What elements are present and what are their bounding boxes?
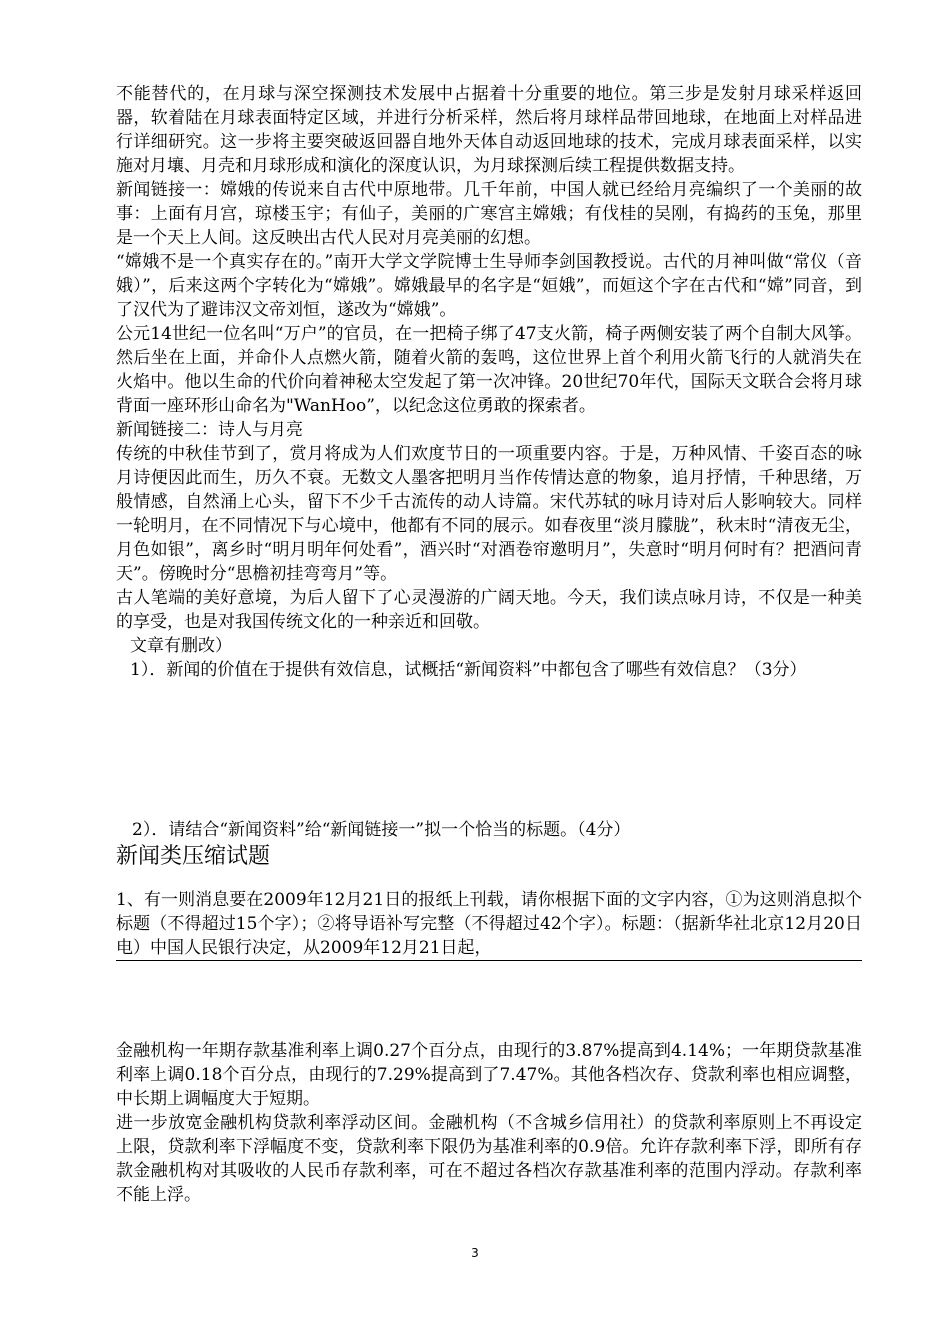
question-item-1: 1、有一则消息要在2009年12月21日的报纸上刊载，请你根据下面的文字内容，①为这则消息拟个标题（不得超过15个字）；②将导语补写完整（不得超过42个字）。标题：（据新华社北京12月20日电）中国人民银行决定，从2009年12月21日起， — [116, 890, 862, 958]
news-link-two-title: 新闻链接二：诗人与月亮 — [116, 420, 303, 440]
edit-note: 文章有删改） — [130, 636, 232, 656]
finance-paragraph: 进一步放宽金融机构贷款利率浮动区间。金融机构（不含城乡信用社）的贷款利率原则上不再设定上限，贷款利率下浮幅度不变，贷款利率下限仍为基准利率的0.9倍。允许存款利率下浮，即所有存款金融机构对其吸收的人民币存款利率，可在不超过各档次存款基准利率的范围内浮动。存款利率不能上浮。 — [116, 1113, 862, 1205]
article-paragraph: 不能替代的，在月球与深空探测技术发展中占据着十分重要的地位。第三步是发射月球采样返回器，软着陆在月球表面特定区域，并进行分析采样，然后将月球样品带回地球，在地面上对样品进行详细研究。这一步将主要突破返回器自地外天体自动返回地球的技术，完成月球表面采样，以实施对月壤、月壳和月球形成和演化的深度认识，为月球探测后续工程提供数据支持。 — [116, 84, 862, 176]
finance-paragraph: 金融机构一年期存款基准利率上调0.27个百分点，由现行的3.87%提高到4.14%；一年期贷款基准利率上调0.18个百分点，由现行的7.29%提高到了7.47%。其他各档次存、贷款利率也相应调整，中长期上调幅度大于短期。 — [116, 1041, 862, 1109]
article-paragraph: 传统的中秋佳节到了，赏月将成为人们欢度节日的一项重要内容。于是，万种风情、千姿百态的咏月诗便因此而生，历久不衰。无数文人墨客把明月当作传情达意的物象，追月抒情，千种思绪，万般情感，自然涌上心头，留下不少千古流传的动人诗篇。宋代苏轼的咏月诗对后人影响较大。同样一轮明月，在不同情况下与心境中，他都有不同的展示。如春夜里“淡月朦胧”，秋末时“清夜无尘，月色如银”，离乡时“明月明年何处看”，酒兴时“对酒卷帘邀明月”，失意时“明月何时有？把酒问青天”。傍晚时分“思檐初挂弯弯月”等。 — [116, 444, 862, 584]
article-body — [116, 82, 862, 682]
news-link-one: 新闻链接一：嫦娥的传说来自古代中原地带。几千年前，中国人就已经给月亮编织了一个美丽的故事：上面有月宫，琼楼玉宇；有仙子，美丽的广寒宫主嫦娥；有伐桂的吴刚，有捣药的玉兔，那里是一个天上人间。这反映出古代人民对月亮美丽的幻想。 — [116, 180, 862, 248]
finance-news — [116, 1039, 862, 1207]
question-1: 1）．新闻的价值在于提供有效信息，试概括“新闻资料”中都包含了哪些有效信息？（3分） — [130, 660, 807, 680]
section-heading: 新闻类压缩试题 — [116, 844, 271, 869]
article-paragraph: 古人笔端的美好意境，为后人留下了心灵漫游的广阔天地。今天，我们读点咏月诗，不仅是一种美的享受，也是对我国传统文化的一种亲近和回敬。 — [116, 588, 862, 632]
page-number: 3 — [471, 1246, 479, 1260]
article-paragraph: “嫦娥不是一个真实存在的。”南开大学文学院博士生导师李剑国教授说。古代的月神叫做“常仪（音娥）”，后来这两个字转化为“嫦娥”。嫦娥最早的名字是“姮娥”，而姮这个字在古代和“嫦”同音，到了汉代为了避讳汉文帝刘恒，遂改为“嫦娥”。 — [116, 252, 862, 320]
answer-line — [116, 960, 862, 961]
question-2: 2）．请结合“新闻资料”给“新闻链接一”拟一个恰当的标题。（4分） — [132, 820, 631, 840]
compression-item-1 — [116, 888, 862, 960]
article-paragraph: 公元14世纪一位名叫“万户”的官员，在一把椅子绑了47支火箭，椅子两侧安装了两个自制大风筝。然后坐在上面，并命仆人点燃火箭，随着火箭的轰鸣，这位世界上首个利用火箭飞行的人就消失在火焰中。他以生命的代价向着神秘太空发起了第一次冲锋。20世纪70年代，国际天文联合会将月球背面一座环形山命名为"WanHoo”，以纪念这位勇敢的探索者。 — [116, 324, 862, 416]
question-2-block — [116, 818, 862, 842]
